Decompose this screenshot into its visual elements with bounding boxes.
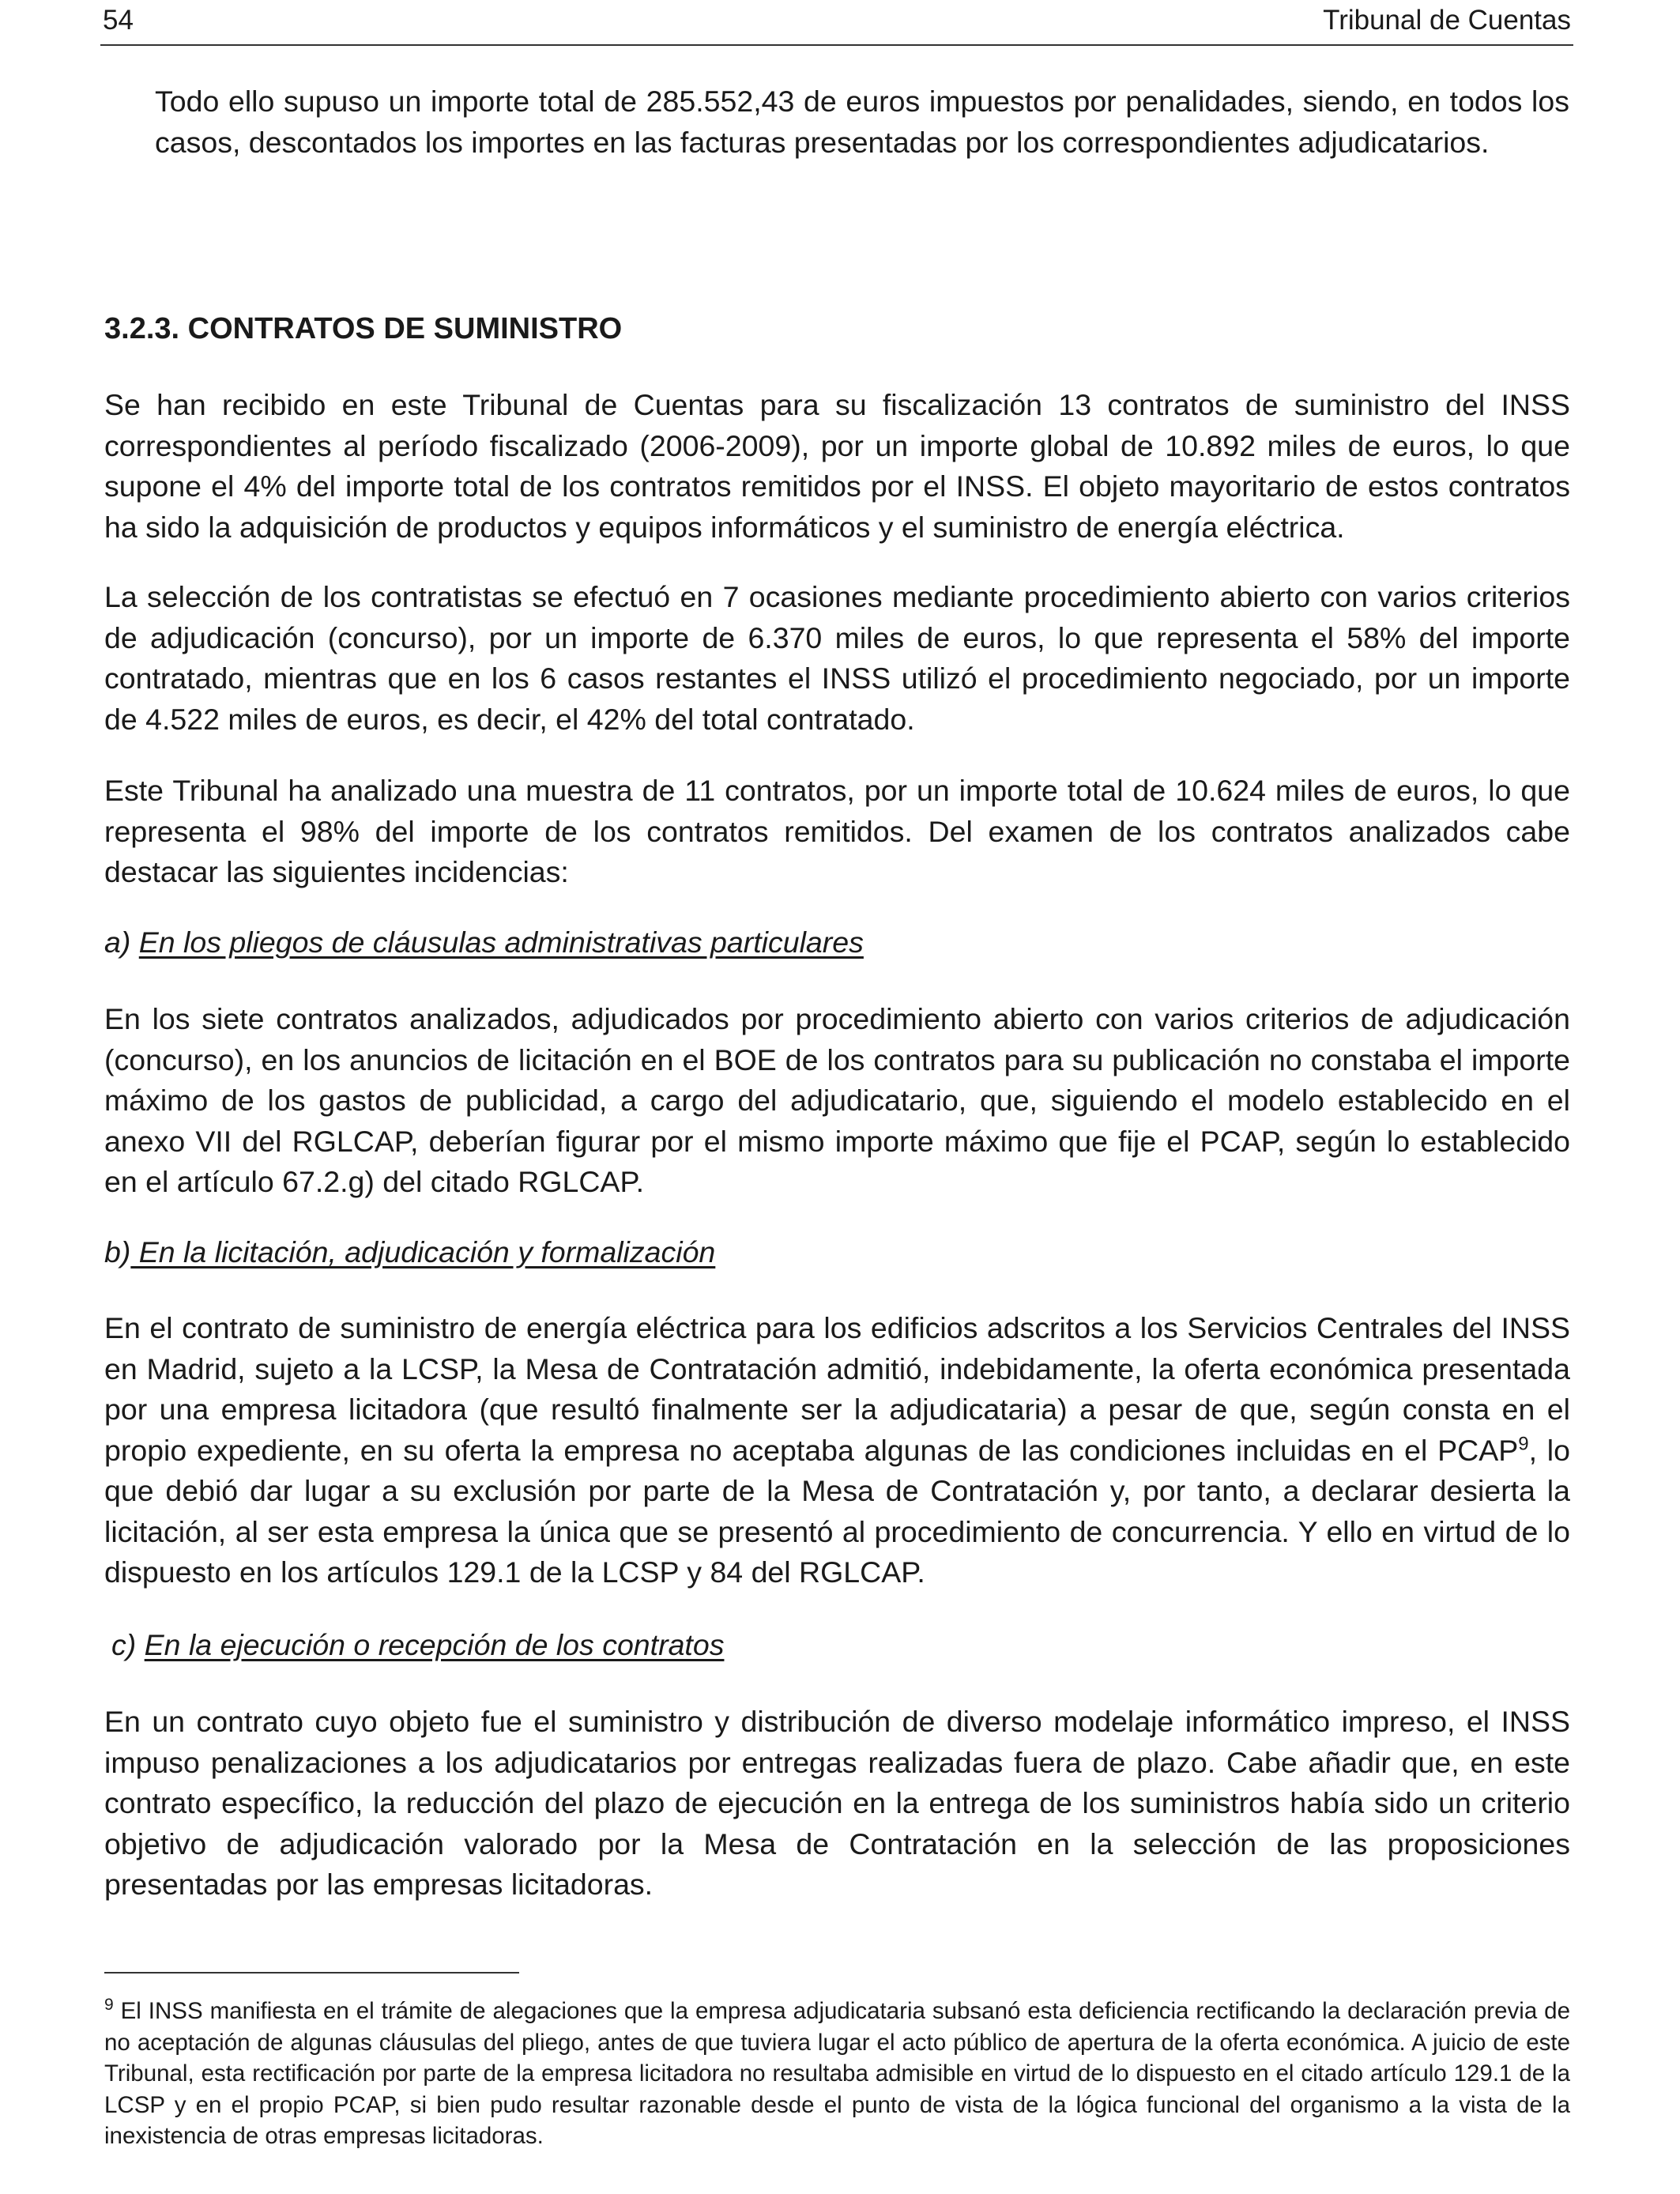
footnote-separator xyxy=(104,1972,519,1973)
body-paragraph: Se han recibido en este Tribunal de Cuentas para su fiscalización 13 contratos de suministro del INSS correspondientes al período fiscalizado (2006-2009), por un importe global de 10.892 miles de euros, lo que supone el 4% del importe total de los contratos remitidos por el INSS. El objeto mayoritario de estos contratos ha sido la adquisición de productos y equipos informáticos y el suministro de energía eléctrica. xyxy=(104,388,1570,544)
footnote xyxy=(104,1996,1570,2152)
subsection-a-paragraph: En los siete contratos analizados, adjudicados por procedimiento abierto con varios criterios de adjudicación (concurso), en los anuncios de licitación en el BOE de los contratos para su publicación no constaba el importe máximo de los gastos de publicidad, a cargo del adjudicatario, que, siguiendo el modelo establecido en el anexo VII del RGLCAP, deberían figurar por el mismo importe máximo que fije el PCAP, según lo establecido en el artículo 67.2.g) del citado RGLCAP. xyxy=(104,1002,1570,1198)
subsection-c-title: En la ejecución o recepción de los contratos xyxy=(144,1628,725,1661)
subsection-b-block xyxy=(104,1308,1570,1593)
section-intro-paragraph-1-block xyxy=(104,385,1570,548)
intro-paragraph: Todo ello supuso un importe total de 285.552,43 de euros impuestos por penalidades, siendo, en todos los casos, descontados los importes en las facturas presentadas por los correspondientes adjudicatarios. xyxy=(155,85,1569,159)
body-paragraph: La selección de los contratistas se efectuó en 7 ocasiones mediante procedimiento abierto con varios criterios de adjudicación (concurso), por un importe de 6.370 miles de euros, lo que representa el 58% del importe contratado, mientras que en los 6 casos restantes el INSS utilizó el procedimiento negociado, por un importe de 4.522 miles de euros, es decir, el 42% del total contratado. xyxy=(104,580,1570,736)
subsection-b-prefix: b) xyxy=(104,1235,131,1269)
subsection-c-prefix: c) xyxy=(111,1628,145,1661)
footnote-number: 9 xyxy=(104,1996,114,2015)
footnote-reference[interactable]: 9 xyxy=(1518,1433,1529,1454)
section-intro-paragraph-2-block xyxy=(104,577,1570,740)
page-number: 54 xyxy=(103,5,134,36)
subsection-a-block xyxy=(104,999,1570,1203)
section-intro-paragraph-3-block xyxy=(104,771,1570,893)
subsection-c-heading xyxy=(111,1628,724,1662)
running-title: Tribunal de Cuentas xyxy=(1323,5,1571,36)
footnote-text: El INSS manifiesta en el trámite de alegaciones que la empresa adjudicataria subsanó esta deficiencia rectificando la declaración previa de no aceptación de algunas cláusulas del pliego, antes de que tuviera lugar el acto público de apertura de la oferta económica. A juicio de este Tribunal, esta rectificación por parte de la empresa licitadora no resultaba admisible en virtud de lo dispuesto en el citado artículo 129.1 de la LCSP y en el propio PCAP, si bien pudo resultar razonable desde el punto de vista de la lógica funcional del organismo a la vista de la inexistencia de otras empresas licitadoras. xyxy=(104,1998,1570,2149)
subsection-a-prefix: a) xyxy=(104,925,139,959)
subsection-b-title: En la licitación, adjudicación y formalización xyxy=(130,1235,716,1269)
subsection-a-title: En los pliegos de cláusulas administrativas particulares xyxy=(138,925,864,959)
subsection-b-text-before: En el contrato de suministro de energía eléctrica para los edificios adscritos a los Servicios Centrales del INSS en Madrid, sujeto a la LCSP, la Mesa de Contratación admitió, indebidamente, la oferta económica presentada por una empresa licitadora (que resultó finalmente ser la adjudicataria) a pesar de que, según consta en el propio expediente, en su oferta la empresa no aceptaba algunas de las condiciones incluidas en el PCAP xyxy=(104,1311,1570,1467)
subsection-c-paragraph: En un contrato cuyo objeto fue el suministro y distribución de diverso modelaje informático impreso, el INSS impuso penalizaciones a los adjudicatarios por entregas realizadas fuera de plazo. Cabe añadir que, en este contrato específico, la reducción del plazo de ejecución en la entrega de los suministros había sido un criterio objetivo de adjudicación valorado por la Mesa de Contratación en la selección de las proposiciones presentadas por las empresas licitadoras. xyxy=(104,1705,1570,1901)
section-heading: 3.2.3. CONTRATOS DE SUMINISTRO xyxy=(104,312,623,345)
subsection-a-heading xyxy=(104,925,864,959)
subsection-b-heading xyxy=(104,1235,715,1269)
body-paragraph: Este Tribunal ha analizado una muestra de 11 contratos, por un importe total de 10.624 miles de euros, lo que representa el 98% del importe de los contratos remitidos. Del examen de los contratos analizados cabe destacar las siguientes incidencias: xyxy=(104,774,1570,888)
subsection-b-text-after: , lo que debió dar lugar a su exclusión por parte de la Mesa de Contratación y, por tanto, a declarar desierta la licitación, al ser esta empresa la única que se presentó al procedimiento de concurrencia. Y ello en virtud de lo dispuesto en los artículos 129.1 de la LCSP y 84 del RGLCAP. xyxy=(104,1433,1570,1589)
page-header xyxy=(100,0,1573,46)
subsection-c-block xyxy=(104,1702,1570,1906)
subsection-b-paragraph xyxy=(104,1308,1570,1593)
